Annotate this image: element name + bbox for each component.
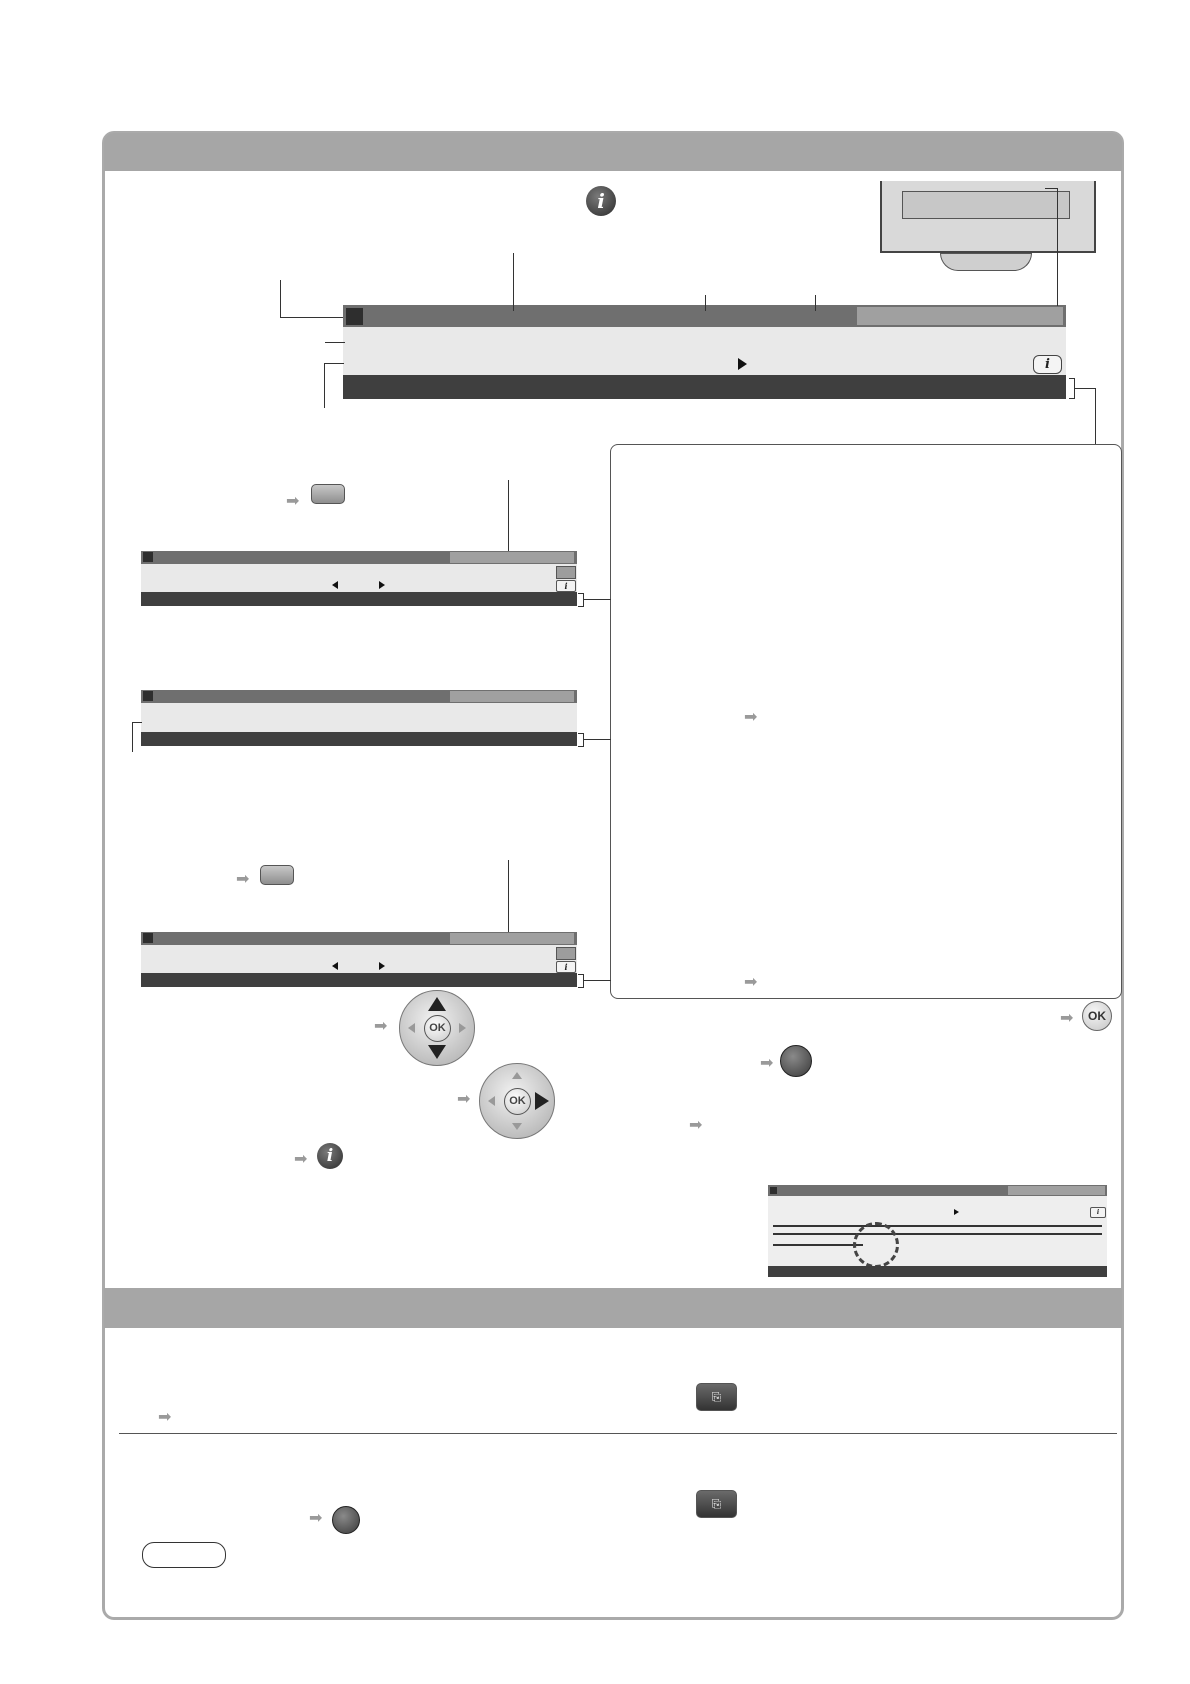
section-header-1 <box>104 133 1122 171</box>
leader-line <box>1095 388 1096 444</box>
osd-banner-channel-square <box>346 308 363 325</box>
small-banner-1-color-key <box>556 566 576 579</box>
section-divider <box>119 1433 1117 1434</box>
leader-line <box>132 722 142 723</box>
mini-osd <box>768 1185 1107 1277</box>
arrow-icon: ➡ <box>286 491 300 510</box>
small-banner-3-bottom <box>141 973 577 987</box>
section-header-2 <box>104 1288 1122 1328</box>
small-banner-1-top-right <box>450 552 574 563</box>
arrow-icon: ➡ <box>744 972 758 991</box>
text-key-symbol-icon: ⎘ <box>711 1497 722 1511</box>
leader-line <box>508 480 509 551</box>
info-button-icon: i <box>317 1143 343 1169</box>
gray-key-icon <box>260 865 294 885</box>
dpad-down-arrow <box>512 1123 522 1130</box>
dpad-ok-button: OK <box>504 1088 531 1115</box>
arrow-icon: ➡ <box>689 1115 703 1134</box>
osd-banner-top-right <box>857 307 1063 325</box>
leader-line <box>1075 388 1095 389</box>
osd-banner-play-arrow-icon <box>738 358 747 370</box>
small-banner-2-top-right <box>450 691 574 702</box>
osd-banner-middle <box>343 327 1066 375</box>
osd-banner-bottom-bar <box>343 375 1066 399</box>
text-key-symbol-icon: ⎘ <box>711 1390 722 1404</box>
left-arrow-icon <box>332 962 338 970</box>
leader-line <box>324 363 325 408</box>
mini-osd-line <box>773 1233 1102 1235</box>
dpad-ok-button: OK <box>424 1015 451 1042</box>
tv-osd-banner <box>902 191 1070 219</box>
arrow-icon: ➡ <box>760 1053 774 1072</box>
leader-line <box>705 295 706 311</box>
leader-line <box>508 860 509 932</box>
arrow-icon: ➡ <box>294 1149 308 1168</box>
mini-osd-line <box>773 1244 863 1246</box>
small-banner-1-square <box>143 552 153 562</box>
arrow-icon: ➡ <box>1060 1008 1074 1027</box>
mini-osd-info-key: i <box>1090 1207 1106 1218</box>
osd-banner-info-key-icon: i <box>1033 355 1062 374</box>
mini-osd-top-right <box>1008 1186 1105 1195</box>
tv-illustration <box>880 181 1096 271</box>
leader-line <box>584 739 611 740</box>
leader-line <box>513 253 514 311</box>
arrow-icon: ➡ <box>236 869 250 888</box>
bracket-line <box>1069 378 1075 379</box>
bracket-line <box>578 593 584 594</box>
bracket-line <box>1069 398 1075 399</box>
bracket-line <box>578 974 584 975</box>
dpad-right-arrow <box>535 1092 549 1110</box>
leader-line <box>280 317 343 318</box>
color-button-icon <box>332 1506 360 1534</box>
bracket-line <box>578 733 584 734</box>
bracket-line <box>578 987 584 988</box>
dpad-up-arrow <box>512 1072 522 1079</box>
small-banner-1-bottom <box>141 592 577 606</box>
small-banner-2-square <box>143 691 153 701</box>
leader-line <box>325 342 345 343</box>
mini-osd-square <box>770 1187 777 1194</box>
leader-line <box>1045 188 1057 189</box>
ok-button-icon: OK <box>1082 1001 1112 1031</box>
gray-key-icon <box>311 484 345 504</box>
leader-line <box>324 363 344 364</box>
note-label-box <box>142 1542 226 1568</box>
arrow-icon: ➡ <box>374 1016 388 1035</box>
leader-line <box>584 980 611 981</box>
dpad-left-arrow <box>408 1023 415 1033</box>
leader-line <box>1057 188 1058 306</box>
small-banner-2-bottom <box>141 732 577 746</box>
small-banner-1-middle <box>141 564 577 592</box>
mini-osd-middle <box>768 1196 1107 1266</box>
tv-stand <box>940 253 1032 271</box>
dpad-down-arrow <box>428 1045 446 1059</box>
leader-line <box>584 599 611 600</box>
small-banner-3-info-key: i <box>556 961 576 973</box>
dpad-right-icon <box>479 1063 555 1139</box>
dpad-up-arrow <box>428 997 446 1011</box>
right-arrow-icon <box>379 581 385 589</box>
leader-line <box>280 280 281 318</box>
bracket-line <box>578 746 584 747</box>
mini-osd-bottom <box>768 1266 1107 1277</box>
color-button-icon <box>780 1045 812 1077</box>
small-banner-2-middle <box>141 703 577 732</box>
arrow-icon: ➡ <box>744 707 758 726</box>
mini-osd-highlight-circle <box>853 1222 899 1268</box>
leader-line <box>132 722 133 752</box>
dpad-left-arrow <box>488 1096 495 1106</box>
dpad-up-down-icon <box>399 990 475 1066</box>
info-icon: i <box>586 186 616 216</box>
arrow-icon: ➡ <box>457 1089 471 1108</box>
arrow-icon: ➡ <box>158 1407 172 1426</box>
small-banner-3-top-right <box>450 933 574 944</box>
small-banner-3-middle <box>141 945 577 973</box>
right-arrow-icon <box>379 962 385 970</box>
text-key-icon <box>696 1383 737 1411</box>
left-arrow-icon <box>332 581 338 589</box>
mini-osd-play-arrow <box>954 1209 959 1215</box>
small-banner-3-square <box>143 933 153 943</box>
arrow-icon: ➡ <box>309 1508 323 1527</box>
dpad-right-arrow <box>459 1023 466 1033</box>
leader-line <box>815 295 816 311</box>
mini-osd-line <box>773 1225 1102 1227</box>
bracket-line <box>578 606 584 607</box>
text-key-icon <box>696 1490 737 1518</box>
small-banner-3-color-key <box>556 947 576 960</box>
callout-box <box>610 444 1122 999</box>
small-banner-1-info-key: i <box>556 580 576 592</box>
